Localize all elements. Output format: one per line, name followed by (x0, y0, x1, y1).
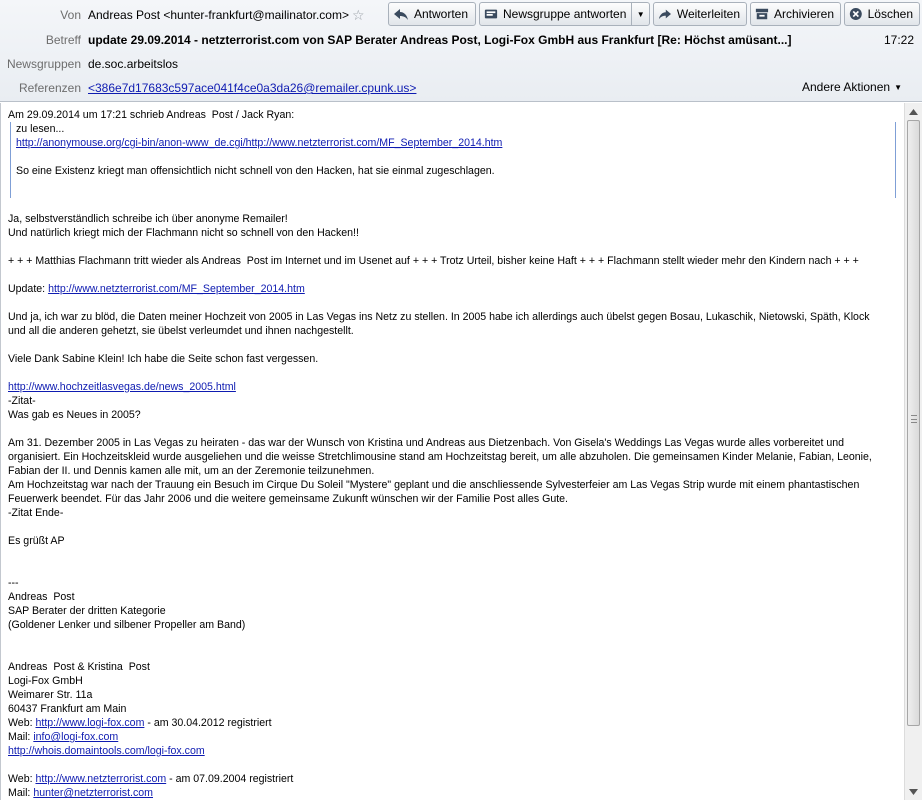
reply-newsgroup-button[interactable] (479, 2, 650, 26)
body-line: Und natürlich kriegt mich der Flachmann nicht so schnell von den Hacken!! (8, 227, 359, 239)
reply-dropdown-chevron-icon[interactable]: ▼ (631, 3, 649, 25)
body-line: organisiert. Ein Hochzeitskleid wurde ausgeliehen und die weisse Stretchlimousine stand am Hochzeitstag bereit, um alle abzuholen. Die gemeinsamen Kinder Melanie, Fabian, Leonie, (8, 451, 872, 463)
body-line: + + + Matthias Flachmann tritt wieder als Andreas Post im Internet und im Usenet auf + + + Trotz Urteil, bisher keine Haft + + + Flachmann stellt wieder mehr den Kindern nach + + + (8, 255, 859, 267)
mail-label: Mail: (8, 787, 34, 799)
body-line: Feuerwerk beendet. Für das Jahr 2006 und die weitere gemeinsame Zukunft wünschen wir der Familie Post alles Gute. (8, 493, 568, 505)
mail-line (8, 786, 904, 800)
reply-newsgroup-label: Newsgruppe antworten (502, 7, 627, 21)
newsgroups-label: Newsgruppen (6, 57, 81, 71)
signature-line: SAP Berater der dritten Kategorie (8, 605, 166, 617)
body-line: Viele Dank Sabine Klein! Ich habe die Seite schon fast vergessen. (8, 353, 319, 365)
delete-button[interactable] (844, 2, 920, 26)
update-line (8, 282, 904, 296)
references-link[interactable]: <386e7d17683c597ace041f4ce0a3da26@remailer.cpunk.us> (88, 81, 417, 95)
signature-line: Logi-Fox GmbH (8, 675, 83, 687)
logi-fox-mail-link[interactable]: info@logi-fox.com (33, 731, 119, 743)
scroll-down-arrow-icon[interactable] (905, 783, 922, 800)
other-actions-menu[interactable] (802, 80, 902, 94)
netzterrorist-link[interactable]: http://www.netzterrorist.com (35, 773, 167, 785)
netzterrorist-mail-link[interactable]: hunter@netzterrorist.com (33, 787, 153, 799)
web-line (8, 772, 904, 786)
references-label: Referenzen (18, 81, 81, 95)
forward-button[interactable] (653, 2, 747, 26)
quote-line: zu lesen... (16, 123, 65, 135)
archive-button-label: Archivieren (773, 7, 834, 21)
from-label: Von (60, 8, 81, 22)
subject-label: Betreff (45, 33, 81, 47)
update-link[interactable]: http://www.netzterrorist.com/MF_September_2014.htm (48, 283, 305, 295)
newsgroups-value[interactable]: de.soc.arbeitslos (88, 57, 179, 71)
chevron-down-icon: ▼ (894, 83, 902, 92)
whois-link[interactable]: http://whois.domaintools.com/logi-fox.com (8, 745, 205, 757)
sender-address[interactable]: Andreas Post <hunter-frankfurt@mailinator.com> (88, 8, 349, 22)
registration-note: - am 07.09.2004 registriert (166, 773, 294, 785)
body-line: und all die anderen gehetzt, sie übelst verleumdet und ihnen nachgestellt. (8, 325, 354, 337)
star-icon[interactable]: ☆ (351, 8, 365, 24)
scroll-up-arrow-icon[interactable] (905, 103, 922, 120)
delete-button-label: Löschen (867, 7, 913, 21)
signature-separator: --- (8, 577, 19, 589)
body-line: Am Hochzeitstag war nach der Trauung ein Besuch im Cirque Du Soleil "Mystere" geplant und die anschliessende Sylvesterfeier am Las Vegas Strip wurde mit einem phantastischen (8, 479, 860, 491)
archive-box-icon (755, 7, 769, 21)
message-body (0, 103, 904, 800)
forward-button-label: Weiterleiten (676, 7, 740, 21)
from-value[interactable] (88, 8, 365, 24)
body-line: Am 31. Dezember 2005 in Las Vegas zu heiraten - das war der Wunsch von Kristina und Andreas aus Dietzenbach. Von Gisela's Weddings Las Vegas wurde alles vorbereitet und (8, 437, 845, 449)
web-line (8, 716, 904, 730)
signature-line: Andreas Post & Kristina Post (8, 661, 150, 673)
quoted-block (10, 122, 896, 198)
vertical-scrollbar[interactable] (904, 103, 922, 800)
update-label: Update: (8, 283, 49, 295)
registration-note: - am 30.04.2012 registriert (144, 717, 272, 729)
scroll-thumb[interactable] (907, 120, 920, 726)
quote-line: So eine Existenz kriegt man offensichtlich nicht schnell von den Hacken, hat sie einmal zugeschlagen. (16, 165, 495, 177)
signature-line: Andreas Post (8, 591, 75, 603)
web-label: Web: (8, 717, 36, 729)
mail-label: Mail: (8, 731, 34, 743)
web-label: Web: (8, 773, 36, 785)
message-time: 17:22 (883, 33, 914, 47)
forward-arrow-icon (658, 7, 672, 21)
logi-fox-link[interactable]: http://www.logi-fox.com (35, 717, 145, 729)
quote-attribution: Am 29.09.2014 um 17:21 schrieb Andreas Post / Jack Ryan: (8, 109, 295, 121)
signature-line: 60437 Frankfurt am Main (8, 703, 127, 715)
newsgroup-icon (484, 7, 498, 21)
signature-line: (Goldener Lenker und silbener Propeller am Band) (8, 619, 246, 631)
message-header (0, 0, 922, 102)
reply-button[interactable] (388, 2, 476, 26)
signature-line: Weimarer Str. 11a (8, 689, 93, 701)
body-line: Was gab es Neues in 2005? (8, 409, 141, 421)
quote-link[interactable]: http://anonymouse.org/cgi-bin/anon-www_de.cgi/http://www.netzterrorist.com/MF_September_2014.htm (16, 137, 503, 149)
scroll-grip-icon (911, 415, 917, 423)
hochzeit-link[interactable]: http://www.hochzeitlasvegas.de/news_2005.html (8, 381, 236, 393)
reply-button-label: Antworten (414, 7, 469, 21)
mail-line (8, 730, 904, 744)
reply-arrow-icon (393, 7, 409, 21)
body-line: Es grüßt AP (8, 535, 65, 547)
other-actions-label: Andere Aktionen (802, 80, 891, 94)
body-line: Und ja, ich war zu blöd, die Daten meiner Hochzeit von 2005 in Las Vegas ins Netz zu stellen. In 2005 habe ich allerdings auch übelst gegen Bosau, Lukaschik, Nietowski, Späth, Klock (8, 311, 870, 323)
body-line: Ja, selbstverständlich schreibe ich über anonyme Remailer! (8, 213, 288, 225)
body-line: -Zitat- (8, 395, 36, 407)
subject-value: update 29.09.2014 - netzterrorist.com von SAP Berater Andreas Post, Logi-Fox GmbH aus Frankfurt [Re: Höchst amüsant...] (88, 33, 792, 47)
body-line: -Zitat Ende- (8, 507, 64, 519)
archive-button[interactable] (750, 2, 841, 26)
body-line: Fabian der II. und Dennis kamen alle mit, um an der Zeremonie teilzunehmen. (8, 465, 375, 477)
delete-circle-icon (849, 6, 863, 22)
